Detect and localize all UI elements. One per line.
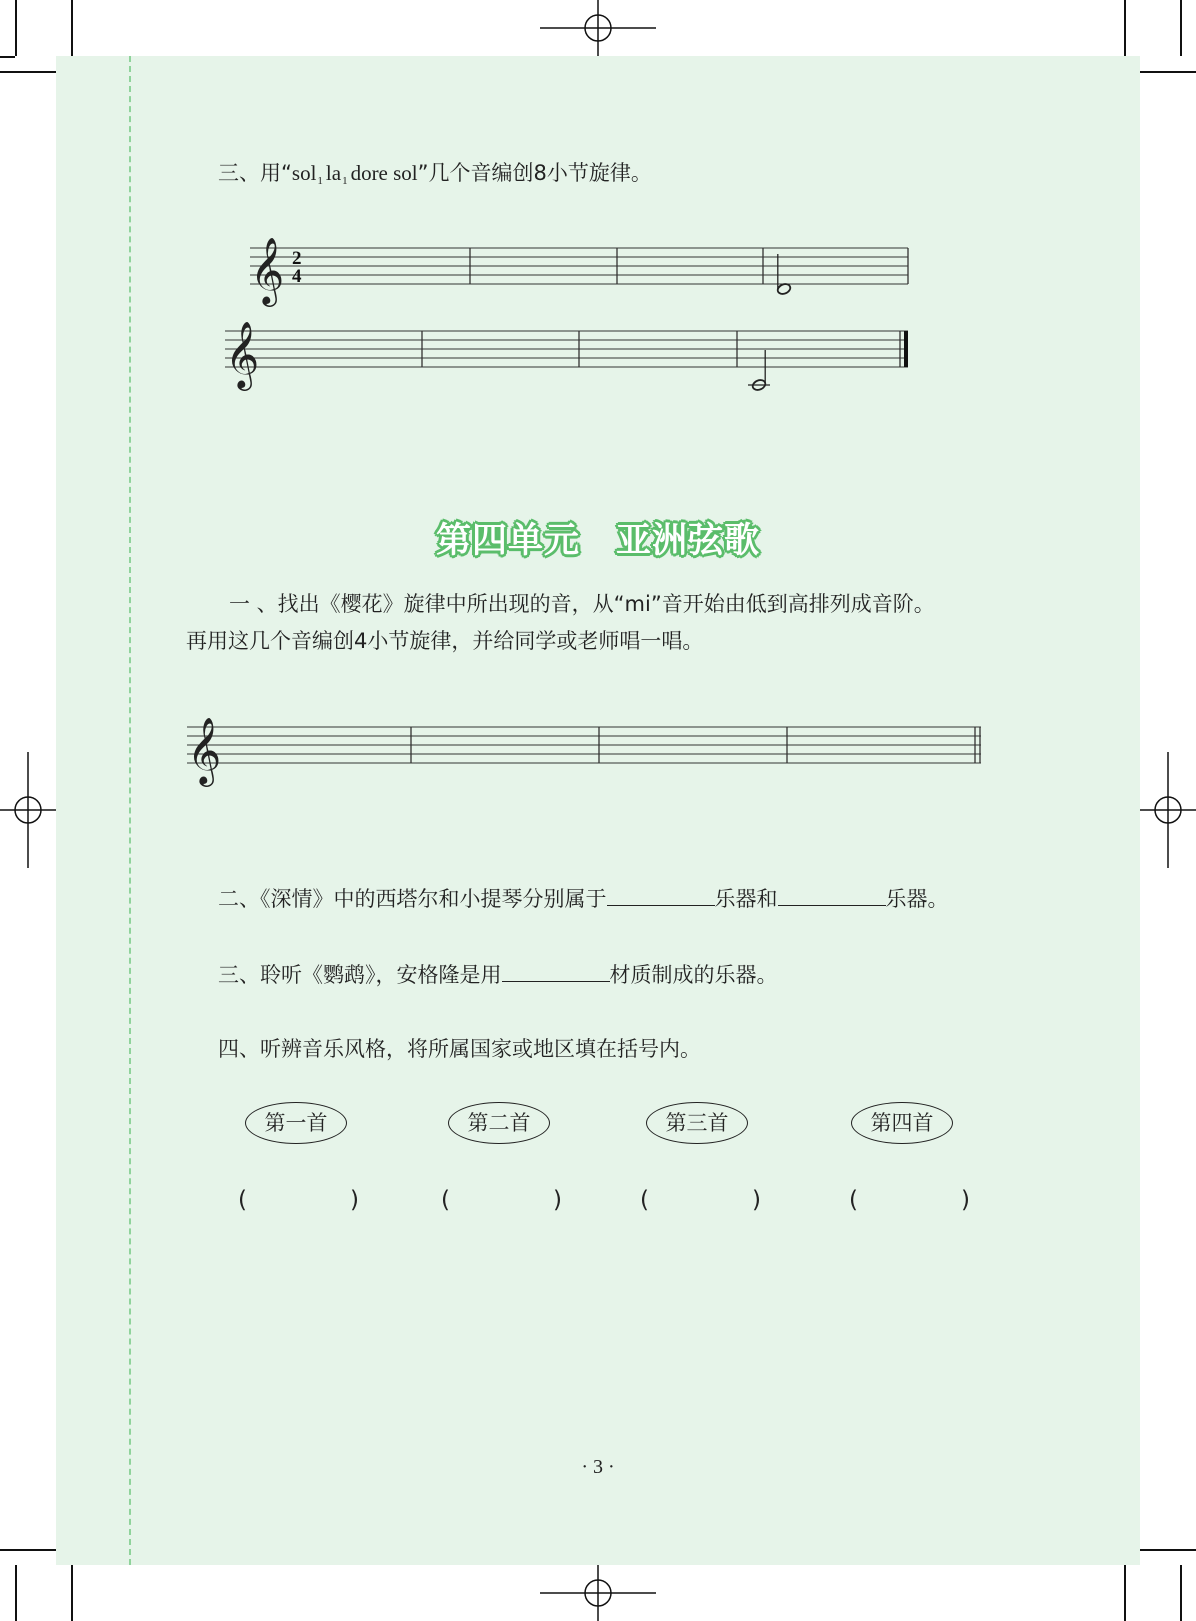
- answer-blank-1[interactable]: [607, 887, 715, 906]
- note-la: la: [325, 161, 342, 185]
- final-barline-thick: [904, 331, 908, 367]
- song-label-3: 第三首: [646, 1102, 748, 1144]
- treble-clef-icon: 𝄞: [250, 236, 285, 304]
- crop-mark-top-right-h: [1140, 71, 1196, 73]
- crop-mark-bottom-right-v2: [1180, 1565, 1182, 1621]
- music-staff-2: [225, 316, 905, 406]
- answer-paren-close-2[interactable]: ): [553, 1187, 562, 1213]
- question-1-line-1: 一 、找出《樱花》旋律中所出现的音，从“mi”音开始由低到高排列成音阶。: [229, 592, 935, 616]
- crop-mark-bottom-right-h: [1140, 1549, 1196, 1551]
- question-1-line-2: 再用这几个音编创4小节旋律，并给同学或老师唱一唱。: [186, 629, 704, 653]
- question-compose-8-bars: 三、用“sol$_1$ $la_1$ dore sol”几个音编创8小节旋律。: [218, 161, 652, 187]
- registration-mark-left: [0, 752, 56, 868]
- crop-mark-bottom-left-v2: [15, 1565, 17, 1621]
- music-staff-3: [187, 710, 987, 790]
- treble-clef-icon: 𝄞: [225, 320, 260, 388]
- answer-paren-open-2[interactable]: (: [441, 1187, 450, 1213]
- unit-title: 第四单元 亚洲弦歌: [435, 521, 760, 561]
- answer-blank-3[interactable]: [502, 963, 610, 982]
- registration-mark-right: [1140, 752, 1196, 868]
- crop-mark-top-right-v: [1124, 0, 1126, 56]
- page-number: · 3 ·: [581, 1456, 615, 1478]
- crop-mark-top-left-v: [71, 0, 73, 56]
- answer-paren-close-4[interactable]: ): [961, 1187, 970, 1213]
- note-sol: sol: [291, 161, 317, 185]
- time-signature-top: 2: [292, 248, 302, 269]
- binding-dashed-line: [129, 56, 131, 1565]
- crop-mark-bottom-left-h: [0, 1549, 56, 1551]
- question-4: 四、听辨音乐风格，将所属国家或地区填在括号内。: [218, 1037, 701, 1061]
- crop-mark-top-left-v2: [15, 0, 17, 56]
- answer-paren-open-1[interactable]: (: [238, 1187, 247, 1213]
- answer-blank-2[interactable]: [778, 887, 886, 906]
- crop-mark-top-left-h2: [0, 56, 15, 58]
- answer-paren-close-3[interactable]: ): [752, 1187, 761, 1213]
- song-label-2: 第二首: [448, 1102, 550, 1144]
- crop-mark-bottom-left-v: [71, 1565, 73, 1621]
- half-note-g3: [748, 350, 770, 392]
- treble-clef-icon: 𝄞: [187, 716, 222, 784]
- crop-mark-bottom-right-v: [1124, 1565, 1126, 1621]
- registration-mark-bottom: [540, 1565, 656, 1621]
- answer-paren-open-4[interactable]: (: [849, 1187, 858, 1213]
- registration-mark-top: [540, 0, 656, 56]
- song-label-4: 第四首: [851, 1102, 953, 1144]
- notes-dore-sol: dore sol: [350, 161, 418, 185]
- note-la-subscript: 1: [342, 175, 348, 187]
- note-sol-subscript: 1: [317, 175, 323, 187]
- time-signature-bottom: 4: [292, 266, 302, 287]
- question-2: 二、《深情》中的西塔尔和小提琴分别属于 乐器和 乐器。: [218, 887, 949, 911]
- answer-paren-open-3[interactable]: (: [640, 1187, 649, 1213]
- song-label-1: 第一首: [245, 1102, 347, 1144]
- crop-mark-top-left-h: [0, 71, 56, 73]
- answer-paren-close-1[interactable]: ): [350, 1187, 359, 1213]
- question-3: 三、聆听《鹦鹉》，安格隆是用 材质制成的乐器。: [218, 963, 778, 987]
- music-staff-1: [250, 234, 920, 314]
- crop-mark-top-right-v2: [1180, 0, 1182, 56]
